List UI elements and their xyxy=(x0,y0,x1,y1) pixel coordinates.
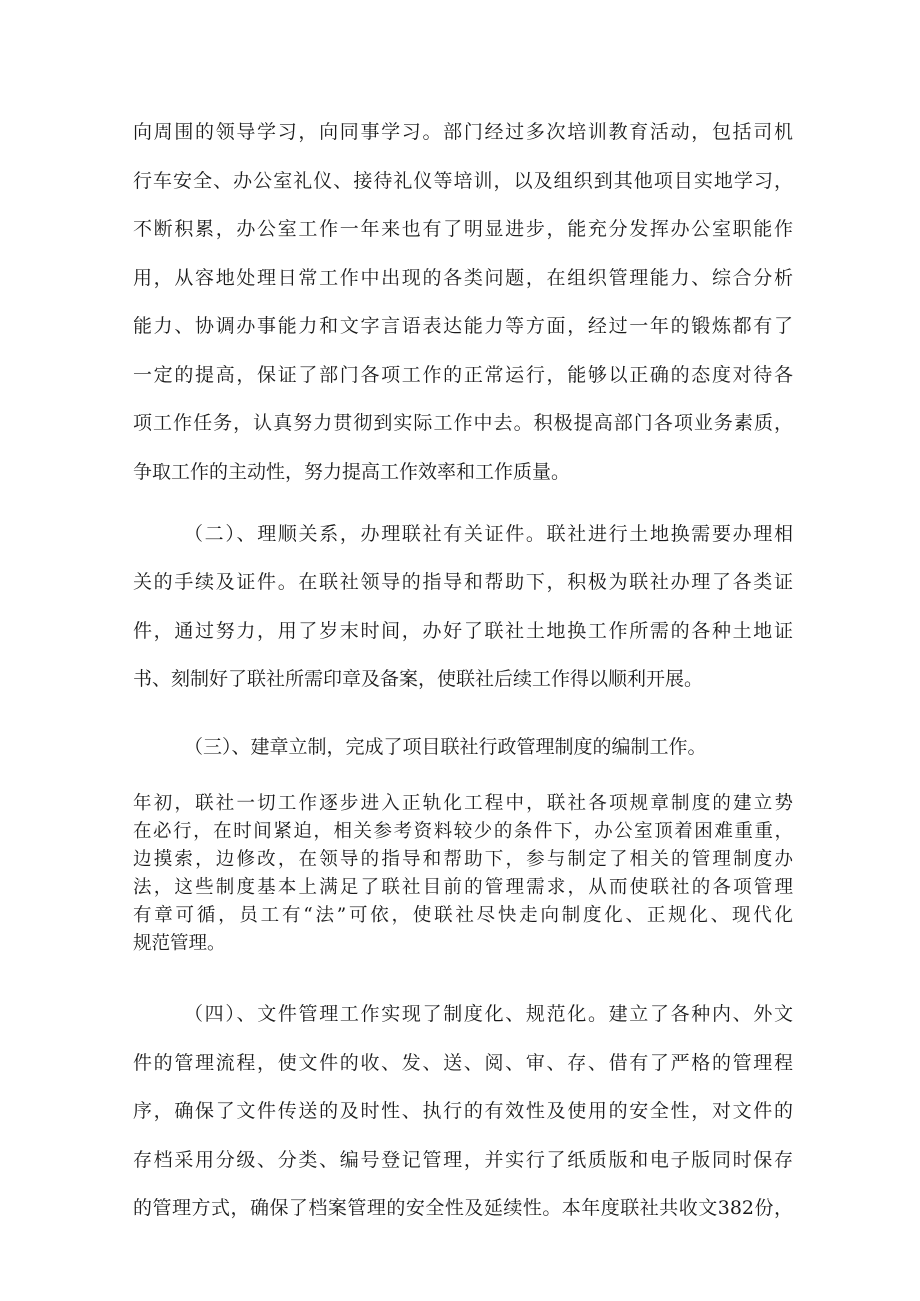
section-heading-line: （四）、文件管理工作实现了制度化、规范化。建立了各种内、外文 xyxy=(184,1003,793,1025)
paragraph-line: 争取工作的主动性，努力提高工作效率和工作质量。 xyxy=(133,461,571,483)
paragraph-line: 项工作任务，认真努力贯彻到实际工作中去。积极提高部门各项业务素质， xyxy=(133,412,793,434)
paragraph-line: 的管理方式，确保了档案管理的安全性及延续性。本年度联社共收文382份， xyxy=(133,1197,793,1219)
paragraph-line: 书、刻制好了联社所需印章及备案，使联社后续工作得以顺利开展。 xyxy=(133,668,704,690)
paragraph-line: 年初，联社一切工作逐步进入正轨化工程中，联社各项规章制度的建立势 xyxy=(133,793,793,814)
paragraph-line: 向周围的领导学习，向同事学习。部门经过多次培训教育活动，包括司机 xyxy=(133,121,793,143)
paragraph-line: 一定的提高，保证了部门各项工作的正常运行，能够以正确的态度对待各 xyxy=(133,364,793,386)
paragraph-line: 能力、协调办事能力和文字言语表达能力等方面，经过一年的锻炼都有了 xyxy=(133,315,793,337)
paragraph-line: 行车安全、办公室礼仪、接待礼仪等培训，以及组织到其他项目实地学习， xyxy=(133,170,793,192)
paragraph-line: 边摸索，边修改，在领导的指导和帮助下，参与制定了相关的管理制度办 xyxy=(133,849,793,870)
paragraph-line: 关的手续及证件。在联社领导的指导和帮助下，积极为联社办理了各类证 xyxy=(133,571,793,593)
paragraph-line: 件，通过努力，用了岁末时间，办好了联社土地换工作所需的各种土地证 xyxy=(133,620,793,642)
paragraph-line: 规范管理。 xyxy=(133,933,226,954)
paragraph-line: 不断积累，办公室工作一年来也有了明显进步，能充分发挥办公室职能作 xyxy=(133,218,793,240)
paragraph-line: 存档采用分级、分类、编号登记管理，并实行了纸质版和电子版同时保存 xyxy=(133,1149,793,1171)
paragraph-line: 在必行，在时间紧迫，相关参考资料较少的条件下，办公室顶着困难重重， xyxy=(133,821,793,842)
paragraph-line: 有章可循，员工有“法”可依，使联社尽快走向制度化、正规化、现代化 xyxy=(133,905,793,926)
paragraph-line: 序，确保了文件传送的及时性、执行的有效性及使用的安全性，对文件的 xyxy=(133,1100,793,1122)
paragraph-line: 法，这些制度基本上满足了联社目前的管理需求，从而使联社的各项管理 xyxy=(133,877,793,898)
paragraph-line: 用，从容地处理日常工作中出现的各类问题，在组织管理能力、综合分析 xyxy=(133,267,793,289)
paragraph-line: 件的管理流程，使文件的收、发、送、阅、审、存、借有了严格的管理程 xyxy=(133,1052,793,1074)
section-heading-line: （三）、建章立制，完成了项目联社行政管理制度的编制工作。 xyxy=(184,736,707,758)
section-heading-line: （二）、理顺关系，办理联社有关证件。联社进行土地换需要办理相 xyxy=(184,523,793,545)
